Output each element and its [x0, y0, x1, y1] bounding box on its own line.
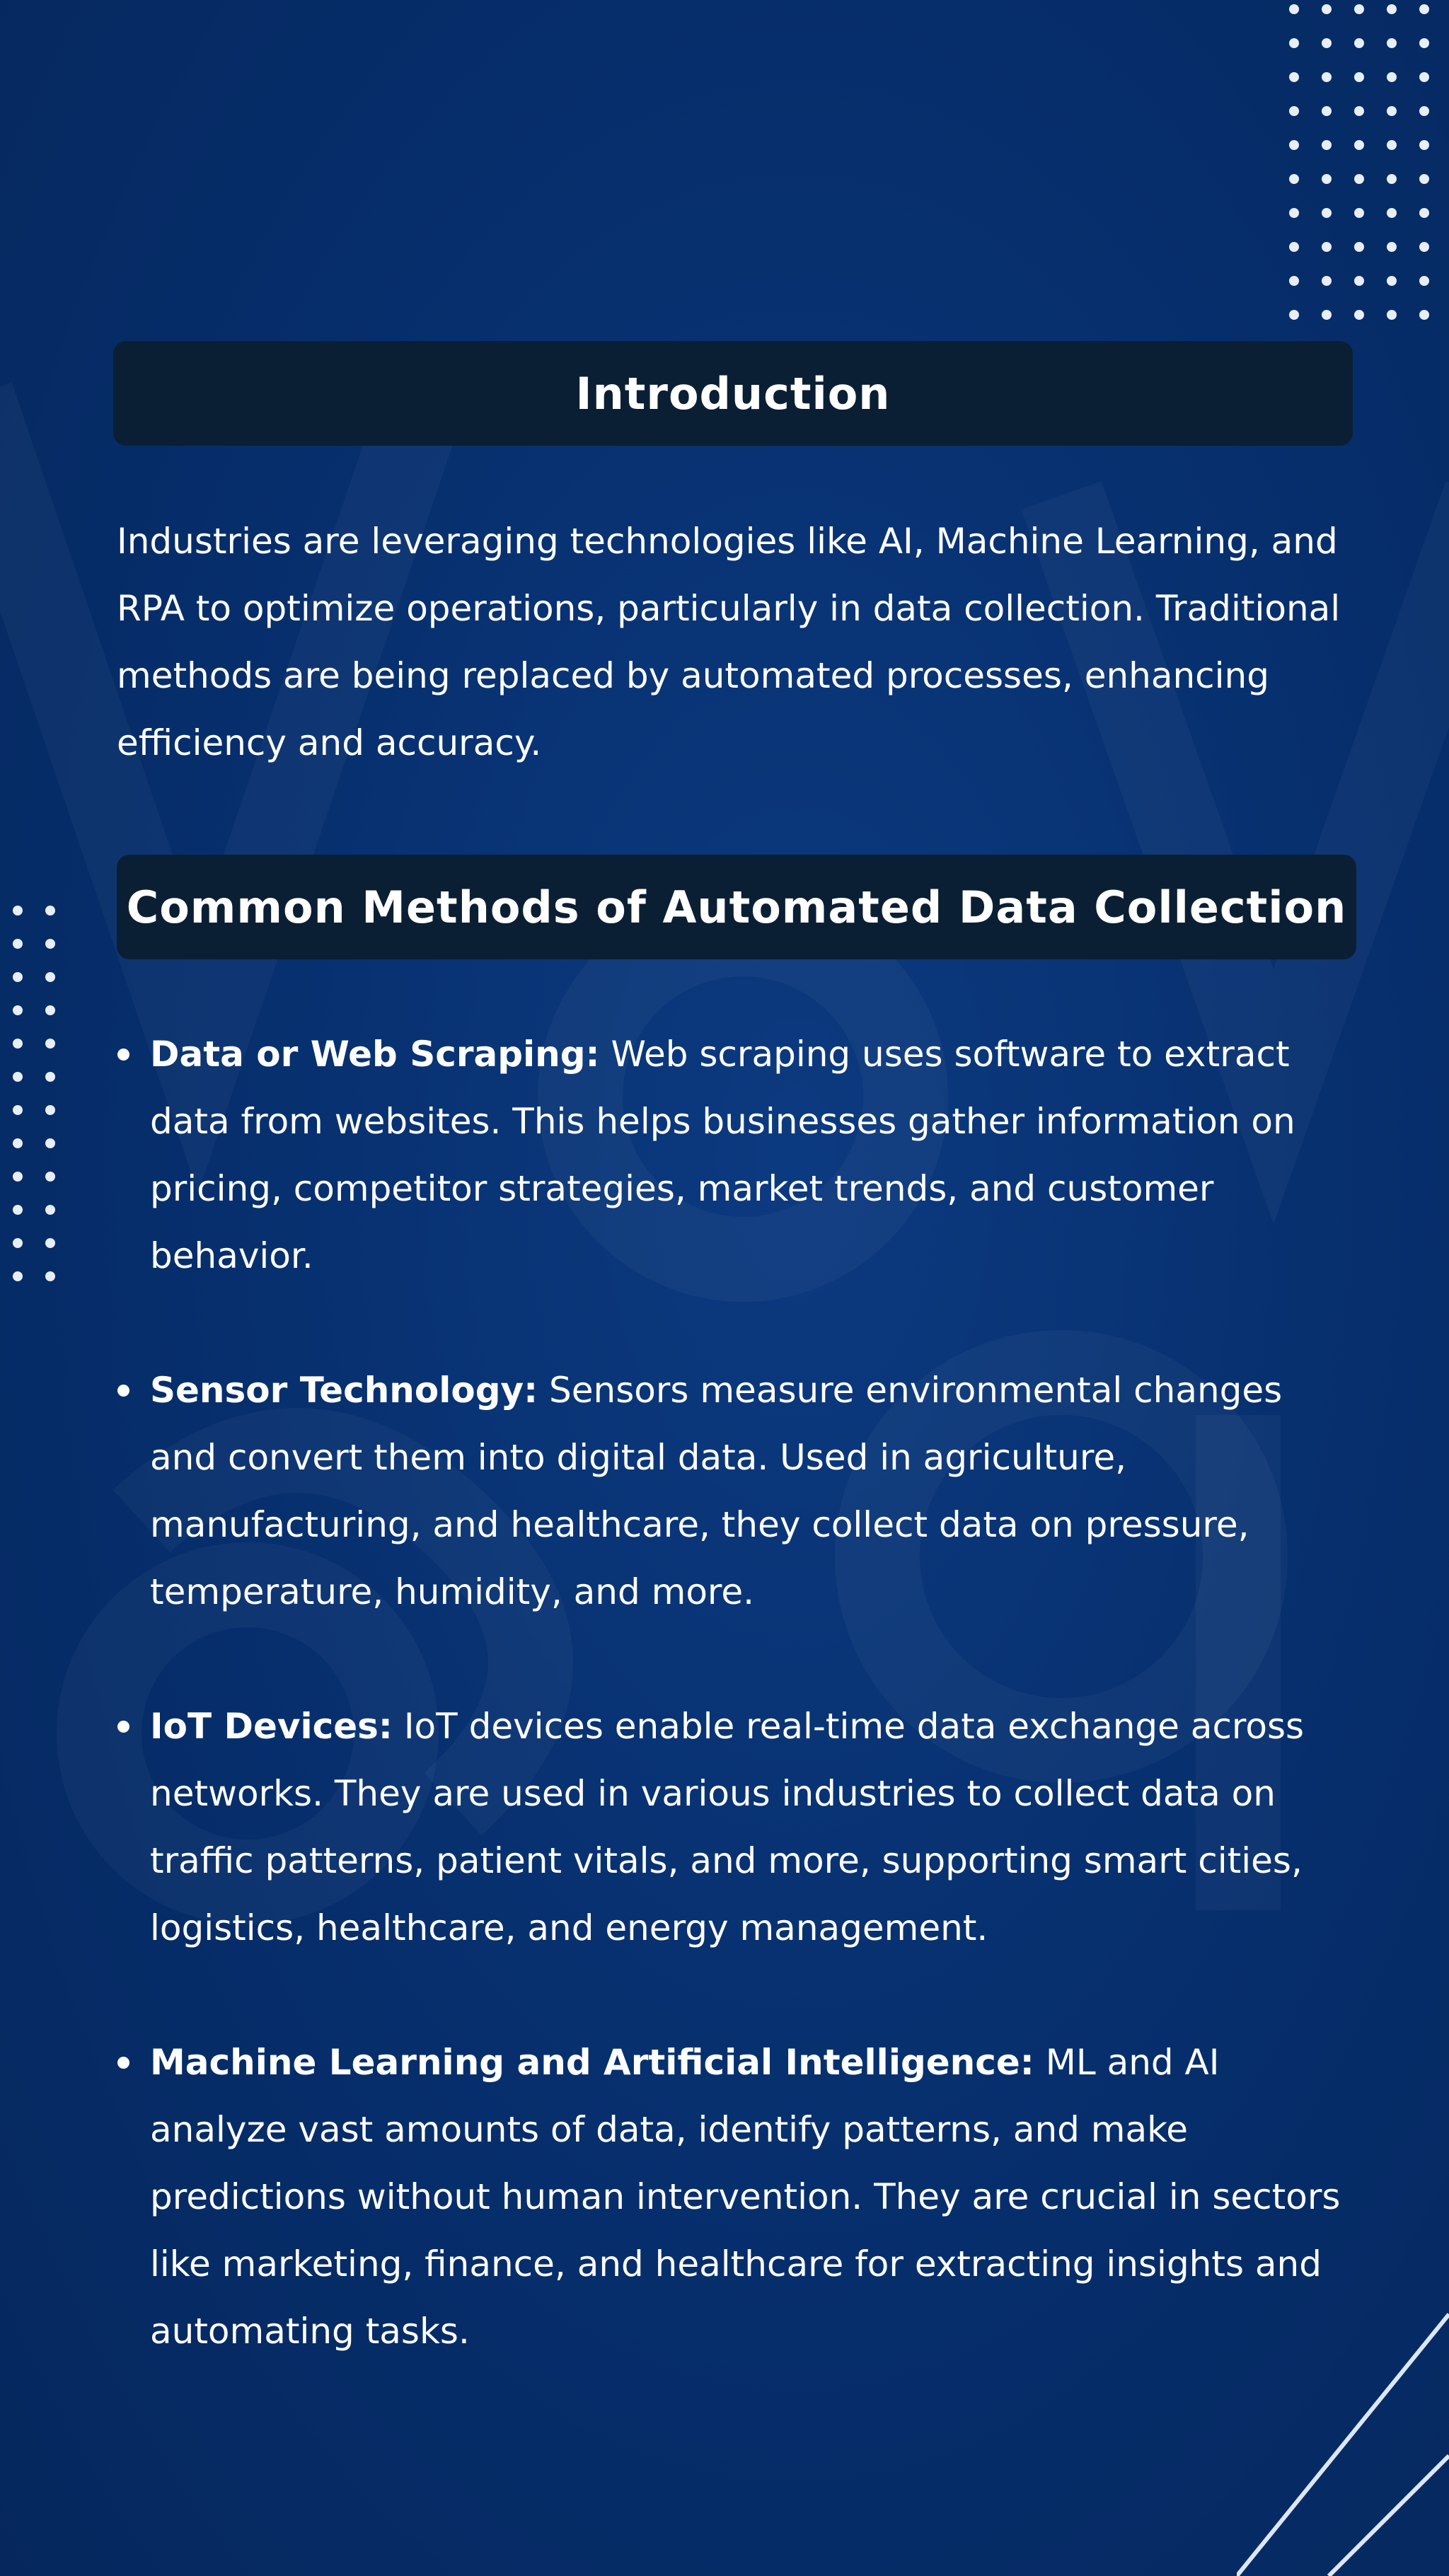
- decorative-dot: [1419, 72, 1429, 82]
- decorative-dot: [1387, 140, 1397, 150]
- decorative-dot: [13, 1271, 23, 1281]
- decorative-dot: [1289, 242, 1299, 252]
- decorative-dot: [45, 1271, 55, 1281]
- decorative-dot: [13, 1172, 23, 1182]
- decorative-dot: [1322, 38, 1332, 48]
- decorative-dot: [1419, 4, 1429, 14]
- method-term: Machine Learning and Artificial Intelligence:: [150, 2042, 1034, 2083]
- introduction-heading-box: [113, 341, 1353, 446]
- decorative-dot: [45, 1238, 55, 1248]
- decorative-dot: [1354, 310, 1364, 320]
- decorative-dot: [1289, 276, 1299, 286]
- decorative-dot: [13, 1205, 23, 1215]
- decorative-dot: [45, 1138, 55, 1148]
- decorative-dot: [1387, 242, 1397, 252]
- introduction-heading: Introduction: [575, 367, 891, 420]
- decorative-dot: [13, 1005, 23, 1015]
- decorative-dot: [13, 1105, 23, 1115]
- decorative-dot: [13, 972, 23, 982]
- decorative-dot: [1387, 106, 1397, 116]
- list-item-web-scraping: [150, 1021, 1353, 1290]
- decorative-dot: [1419, 174, 1429, 184]
- decorative-dot: [1354, 72, 1364, 82]
- decorative-dot: [1387, 4, 1397, 14]
- corner-diagonal-lines: [1237, 2293, 1449, 2576]
- method-term: IoT Devices:: [150, 1706, 393, 1747]
- decorative-dot: [1289, 208, 1299, 218]
- decorative-dot: [13, 906, 23, 916]
- decorative-dot: [1419, 38, 1429, 48]
- method-description: Sensors measure environmental changes and convert them into digital data. Used in agriculture, manufacturing, and healthcare, they collect data on pressure, temperature, humidity, and more.: [150, 1370, 1283, 1612]
- decorative-dot: [13, 1238, 23, 1248]
- decorative-dot: [1322, 208, 1332, 218]
- bullet-icon: [117, 1385, 129, 1397]
- top-right-dot-grid: [1289, 4, 1449, 324]
- decorative-dot: [1289, 106, 1299, 116]
- decorative-dot: [1419, 310, 1429, 320]
- decorative-dot: [1289, 72, 1299, 82]
- decorative-dot: [1354, 4, 1364, 14]
- list-item-iot-devices: [150, 1693, 1353, 1962]
- method-description: IoT devices enable real-time data exchange across networks. They are used in various industries to collect data on traffic patterns, patient vitals, and more, supporting smart cities, logistics, healthcare, and energy management.: [150, 1706, 1305, 1948]
- decorative-dot: [45, 1172, 55, 1182]
- list-item-sensor-technology: [150, 1357, 1353, 1626]
- methods-heading: Common Methods of Automated Data Collection: [126, 881, 1347, 933]
- decorative-dot: [13, 1138, 23, 1148]
- decorative-dot: [1354, 208, 1364, 218]
- decorative-dot: [1289, 174, 1299, 184]
- method-term: Sensor Technology:: [150, 1370, 538, 1411]
- decorative-dot: [1322, 106, 1332, 116]
- decorative-dot: [1387, 276, 1397, 286]
- decorative-dot: [45, 1005, 55, 1015]
- decorative-dot: [1289, 38, 1299, 48]
- list-item-ml-ai: [150, 2029, 1353, 2365]
- decorative-dot: [1354, 106, 1364, 116]
- bullet-icon: [117, 2057, 129, 2069]
- decorative-dot: [1419, 208, 1429, 218]
- left-dot-grid: [13, 906, 69, 1289]
- decorative-dot: [1322, 72, 1332, 82]
- introduction-paragraph: Industries are leveraging technologies like AI, Machine Learning, and RPA to optimize operations, particularly in data collection. Traditional methods are being replaced by automated processes, enhancing efficiency and accuracy.: [117, 521, 1341, 763]
- decorative-dot: [45, 1205, 55, 1215]
- decorative-dot: [1322, 4, 1332, 14]
- decorative-dot: [1354, 38, 1364, 48]
- decorative-dot: [1322, 242, 1332, 252]
- decorative-dot: [13, 1039, 23, 1049]
- decorative-dot: [1322, 310, 1332, 320]
- decorative-dot: [1354, 276, 1364, 286]
- method-term: Data or Web Scraping:: [150, 1034, 600, 1075]
- decorative-dot: [45, 906, 55, 916]
- decorative-dot: [13, 939, 23, 949]
- decorative-dot: [13, 1072, 23, 1082]
- decorative-dot: [1387, 38, 1397, 48]
- decorative-dot: [1322, 140, 1332, 150]
- decorative-dot: [1387, 72, 1397, 82]
- decorative-dot: [1289, 140, 1299, 150]
- decorative-dot: [1354, 242, 1364, 252]
- decorative-dot: [1289, 310, 1299, 320]
- decorative-dot: [1387, 310, 1397, 320]
- decorative-dot: [1354, 174, 1364, 184]
- decorative-dot: [1387, 174, 1397, 184]
- decorative-dot: [45, 1105, 55, 1115]
- method-description: Web scraping uses software to extract data from websites. This helps businesses gather information on pricing, competitor strategies, market trends, and customer behavior.: [150, 1034, 1295, 1276]
- bullet-icon: [117, 1721, 129, 1733]
- decorative-dot: [45, 939, 55, 949]
- decorative-dot: [1322, 174, 1332, 184]
- decorative-dot: [45, 1072, 55, 1082]
- decorative-dot: [45, 1039, 55, 1049]
- methods-heading-box: [117, 855, 1356, 959]
- decorative-dot: [1419, 242, 1429, 252]
- decorative-dot: [45, 972, 55, 982]
- bullet-icon: [117, 1049, 129, 1061]
- decorative-dot: [1387, 208, 1397, 218]
- decorative-dot: [1322, 276, 1332, 286]
- method-description: ML and AI analyze vast amounts of data, identify patterns, and make predictions without human intervention. They are crucial in sectors like marketing, finance, and healthcare for extracting insights and automating tasks.: [150, 2042, 1341, 2352]
- decorative-dot: [1354, 140, 1364, 150]
- decorative-dot: [1419, 276, 1429, 286]
- decorative-dot: [1419, 140, 1429, 150]
- methods-list: [150, 1021, 1353, 2365]
- decorative-dot: [1419, 106, 1429, 116]
- decorative-dot: [1289, 4, 1299, 14]
